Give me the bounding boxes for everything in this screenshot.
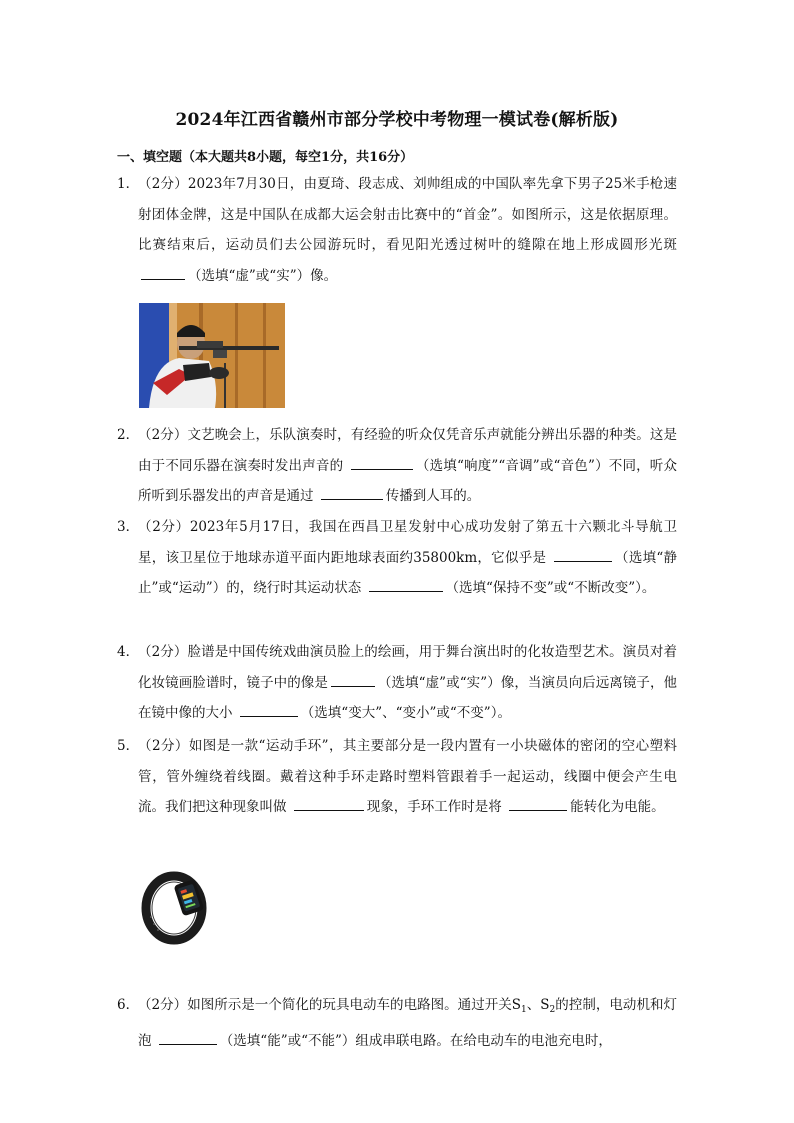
question-score: （2分） (138, 997, 188, 1013)
question-6 (117, 990, 677, 1056)
question-5 (117, 731, 677, 823)
question-text: （选填“保持不变”或“不断改变”）。 (445, 580, 656, 597)
question-number: 2． (117, 427, 140, 443)
fitness-band-image (140, 868, 212, 946)
question-score: （2分） (138, 519, 190, 535)
question-text: 原理。比赛结束后，运动员们去公园游玩时，看见阳光透过树叶的缝隙在地上形成圆形光斑 (138, 206, 677, 254)
answer-blank[interactable] (240, 701, 298, 717)
question-number: 4． (117, 644, 140, 660)
question-number: 6． (117, 997, 140, 1013)
question-3 (117, 512, 677, 604)
question-number: 5． (117, 738, 140, 754)
question-text: 如图是一款“运动手环”，其主要部分是一段内置有一小块磁体的密闭的空心塑料管，管外缠绕着线圈。戴着这种手环走路时塑料管跟着手一起运动，线圈中便会产生电流。我们把这种现象叫做 (138, 738, 677, 816)
question-text: 脸谱是中国传统戏曲演员脸上的绘画，用于舞台演出时的化妆造型艺术。演员对着化妆镜画脸谱时，镜子中的像是 (138, 644, 678, 691)
question-text: 现象，手环工作时是将 (366, 799, 507, 816)
answer-blank[interactable] (321, 484, 383, 500)
question-text: （选填“变大”、“变小”或“不变”）。 (300, 705, 511, 722)
question-number: 1． (117, 176, 140, 192)
question-text: 文艺晚会上，乐队演奏时，有经验的听众仅凭音乐声就能分辨出乐器的种类。这是由于不同乐器在演奏时发出声音的 (138, 427, 678, 474)
answer-blank[interactable] (141, 264, 185, 280)
question-1 (117, 169, 677, 291)
question-text: （选填“响度”“音调”或“音色”）不同，听众所听到乐器发出的声音是通过 (138, 457, 677, 505)
question-score: （2分） (138, 738, 189, 754)
question-text: 如图所示是一个简化的玩具电动车的电路图。通过开关S (187, 997, 522, 1013)
exam-title: 2024年江西省赣州市部分学校中考物理一模试卷(解析版) (175, 110, 619, 130)
answer-blank[interactable] (351, 454, 413, 470)
shooter-photo (139, 303, 285, 408)
answer-blank[interactable] (294, 795, 364, 811)
question-score: （2分） (138, 427, 188, 443)
question-score: （2分） (138, 644, 188, 660)
question-4 (117, 637, 677, 729)
subscript: 2 (549, 1005, 556, 1015)
question-text: 的控制，电动机和灯泡 (138, 997, 677, 1049)
question-2 (117, 420, 677, 512)
question-text: （选填“虚”或“实”）像。 (188, 267, 338, 284)
question-text: 能转化为电能。 (570, 799, 665, 816)
question-text: （选填“虚”或“实”）像，当演员向后远离镜子，他在镜中像的大小 (138, 674, 678, 722)
answer-blank[interactable] (159, 1029, 217, 1045)
question-number: 3． (117, 519, 140, 535)
question-text: 2023年5月17日，我国在西昌卫星发射中心成功发射了第五十六颗北斗导航卫星，该卫星位于地球赤道平面内距地球表面约35800km，它似乎是 (138, 519, 677, 566)
question-text: （选填“静止”或“运动”）的，绕行时其运动状态 (138, 549, 678, 597)
section-heading: 一、填空题（本大题共8小题，每空1分，共16分） (117, 150, 414, 165)
question-text: 2023年7月30日，由夏琦、段志成、刘帅组成的中国队率先拿下男子25米手枪速射团体金牌，这是中国队在成都大运会射击比赛中的“首金”。如图所示，这是依据 (138, 176, 677, 223)
answer-blank[interactable] (554, 546, 612, 562)
answer-blank[interactable] (331, 671, 375, 687)
answer-blank[interactable] (509, 795, 567, 811)
question-score: （2分） (138, 176, 188, 192)
subscript: 1 (521, 1005, 527, 1015)
question-text: 、S (526, 997, 550, 1013)
question-text: 传播到人耳的。 (385, 488, 481, 505)
question-text: （选填“能”或“不能”）组成串联电路。在给电动车的电池充电时， (219, 1032, 612, 1049)
answer-blank[interactable] (369, 576, 443, 592)
